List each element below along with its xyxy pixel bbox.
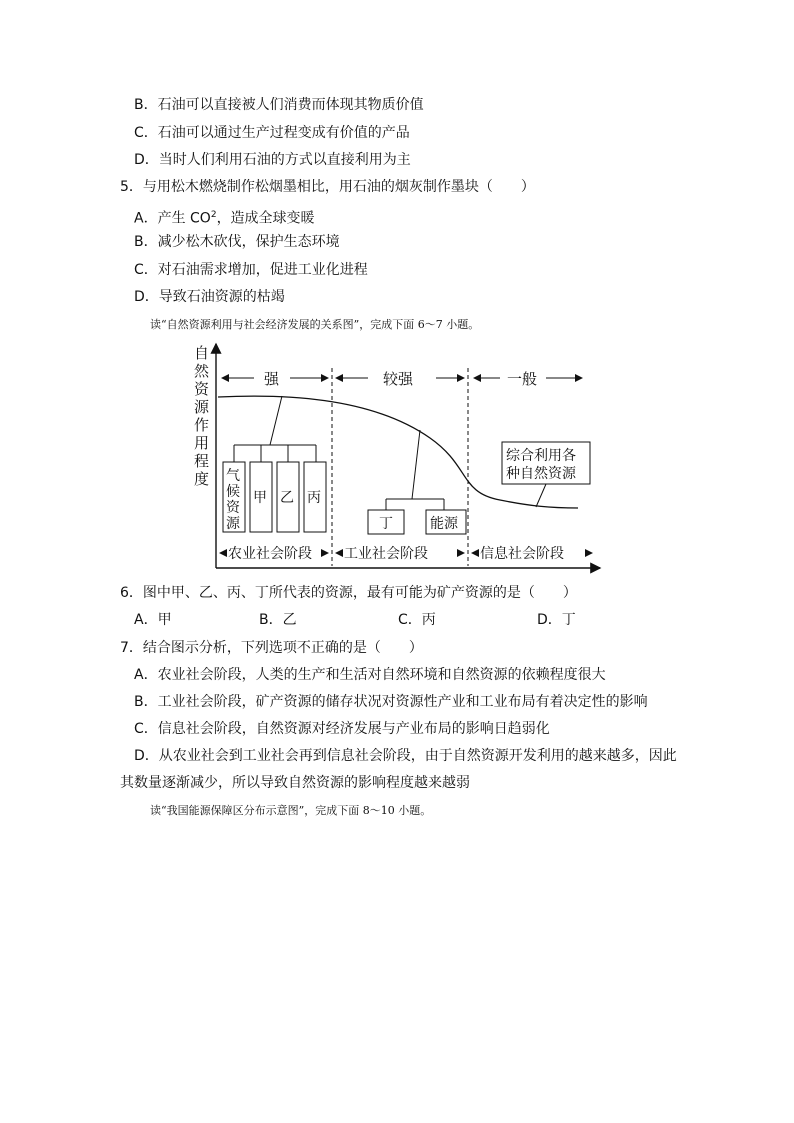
q5-option-d: D．导致石油资源的枯竭 [134,289,285,305]
box-energy-label: 能源 [430,516,458,532]
q7-option-b: B．工业社会阶段，矿产资源的储存状况对资源性产业和工业布局有着决定性的影响 [134,694,648,710]
q5-option-c: C．对石油需求增加，促进工业化进程 [134,262,368,278]
y-label-char: 用 [194,434,210,452]
box-bing-label: 丙 [307,490,321,506]
q5-option-b: B．减少松木砍伐，保护生态环境 [134,234,340,250]
q6-option-c: C．丙 [398,612,436,628]
box-climate-char: 资 [226,500,240,516]
q7-option-d-line2: 其数量逐渐减少，所以导致自然资源的影响程度越来越弱 [120,775,470,791]
stage-agriculture: 农业社会阶段 [228,546,312,562]
q7-option-a: A．农业社会阶段，人类的生产和生活对自然环境和自然资源的依赖程度很大 [134,667,606,683]
y-label-char: 度 [194,470,210,488]
box-comprehensive-line2: 种自然资源 [506,466,576,482]
q7-option-d-line1: D．从农业社会到工业社会再到信息社会阶段，由于自然资源开发利用的越来越多，因此 [134,748,677,764]
box-comprehensive-line1: 综合利用各 [506,448,576,464]
y-label-char: 源 [194,398,210,416]
box-yi-label: 乙 [280,490,294,506]
q7-option-c: C．信息社会阶段，自然资源对经济发展与产业布局的影响日趋弱化 [134,721,550,737]
y-label-char: 作 [194,416,210,434]
box-ding-label: 丁 [379,516,393,532]
box-jia-label: 甲 [253,490,267,506]
q5-option-a-prefix: A．产生 CO [134,210,211,227]
stage-industry: 工业社会阶段 [344,546,428,562]
q4-option-b: B．石油可以直接被人们消费而体现其物质价值 [134,97,424,113]
box-climate-char: 气 [226,468,240,484]
label-general: 一般 [507,370,538,388]
connector-comprehensive [536,484,546,507]
label-strong: 强 [264,370,280,388]
y-label-char: 然 [194,362,210,380]
y-label-char: 程 [194,452,210,470]
resource-development-diagram [190,338,610,578]
box-climate-char: 源 [226,516,240,532]
reading-intro-1: 读“自然资源利用与社会经济发展的关系图”，完成下面 6～7 小题。 [150,318,480,331]
q5-option-a-suffix: ，造成全球变暖 [216,210,315,227]
q6-option-d: D．丁 [537,612,576,628]
connector-agriculture [234,396,316,462]
q6-option-a: A．甲 [134,612,172,628]
reading-intro-2: 读“我国能源保障区分布示意图”，完成下面 8～10 小题。 [150,804,432,817]
q4-option-c: C．石油可以通过生产过程变成有价值的产品 [134,125,410,141]
q4-option-d: D．当时人们利用石油的方式以直接利用为主 [134,152,411,168]
q5-option-a [134,205,315,229]
y-axis-label [194,344,210,488]
stage-information: 信息社会阶段 [480,546,564,562]
q6-option-b: B．乙 [259,612,297,628]
q5-stem: 5．与用松木燃烧制作松烟墨相比，用石油的烟灰制作墨块（ ） [120,179,535,195]
y-label-char: 自 [194,344,210,362]
y-label-char: 资 [194,380,210,398]
box-climate-label [226,468,241,532]
box-climate-char: 候 [226,484,240,500]
q6-stem: 6．图中甲、乙、丙、丁所代表的资源，最有可能为矿产资源的是（ ） [120,585,577,601]
q7-stem: 7．结合图示分析，下列选项不正确的是（ ） [120,640,423,656]
label-stronger: 较强 [383,370,414,388]
q5-option-a-sup: 2 [210,210,217,220]
